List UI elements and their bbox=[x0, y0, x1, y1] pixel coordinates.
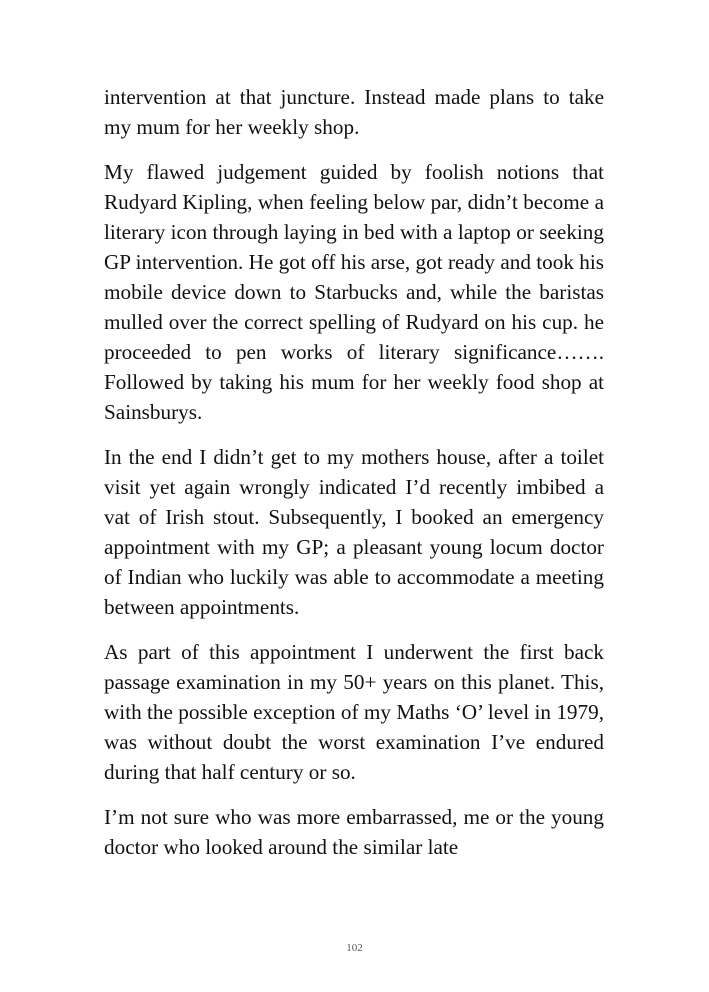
paragraph-4: As part of this appointment I underwent the first back passage examination in my 50+ years on this planet. This, with the possible exception of my Maths ‘O’ level in 1979, was without doubt the worst examination I’ve endured during that half century or so. bbox=[104, 640, 604, 784]
paragraph-1: intervention at that juncture. Instead made plans to take my mum for her weekly shop. bbox=[104, 85, 604, 139]
page-body bbox=[104, 82, 604, 862]
page-number: 102 bbox=[346, 942, 363, 954]
paragraph-2: My flawed judgement guided by foolish notions that Rudyard Kipling, when feeling below par, didn’t become a literary icon through laying in bed with a laptop or seeking GP intervention. He got off his arse, got ready and took his mobile device down to Starbucks and, while the baristas mulled over the correct spelling of Rudyard on his cup. he proceeded to pen works of literary significance……. Followed by taking his mum for her weekly food shop at Sainsburys. bbox=[104, 160, 604, 424]
paragraph-5: I’m not sure who was more embarrassed, me or the young doctor who looked around the similar late bbox=[104, 805, 604, 859]
paragraph-3: In the end I didn’t get to my mothers house, after a toilet visit yet again wrongly indicated I’d recently imbibed a vat of Irish stout. Subsequently, I booked an emergency appointment with my GP; a pleasant young locum doctor of Indian who luckily was able to accommodate a meeting between appointments. bbox=[104, 445, 604, 619]
